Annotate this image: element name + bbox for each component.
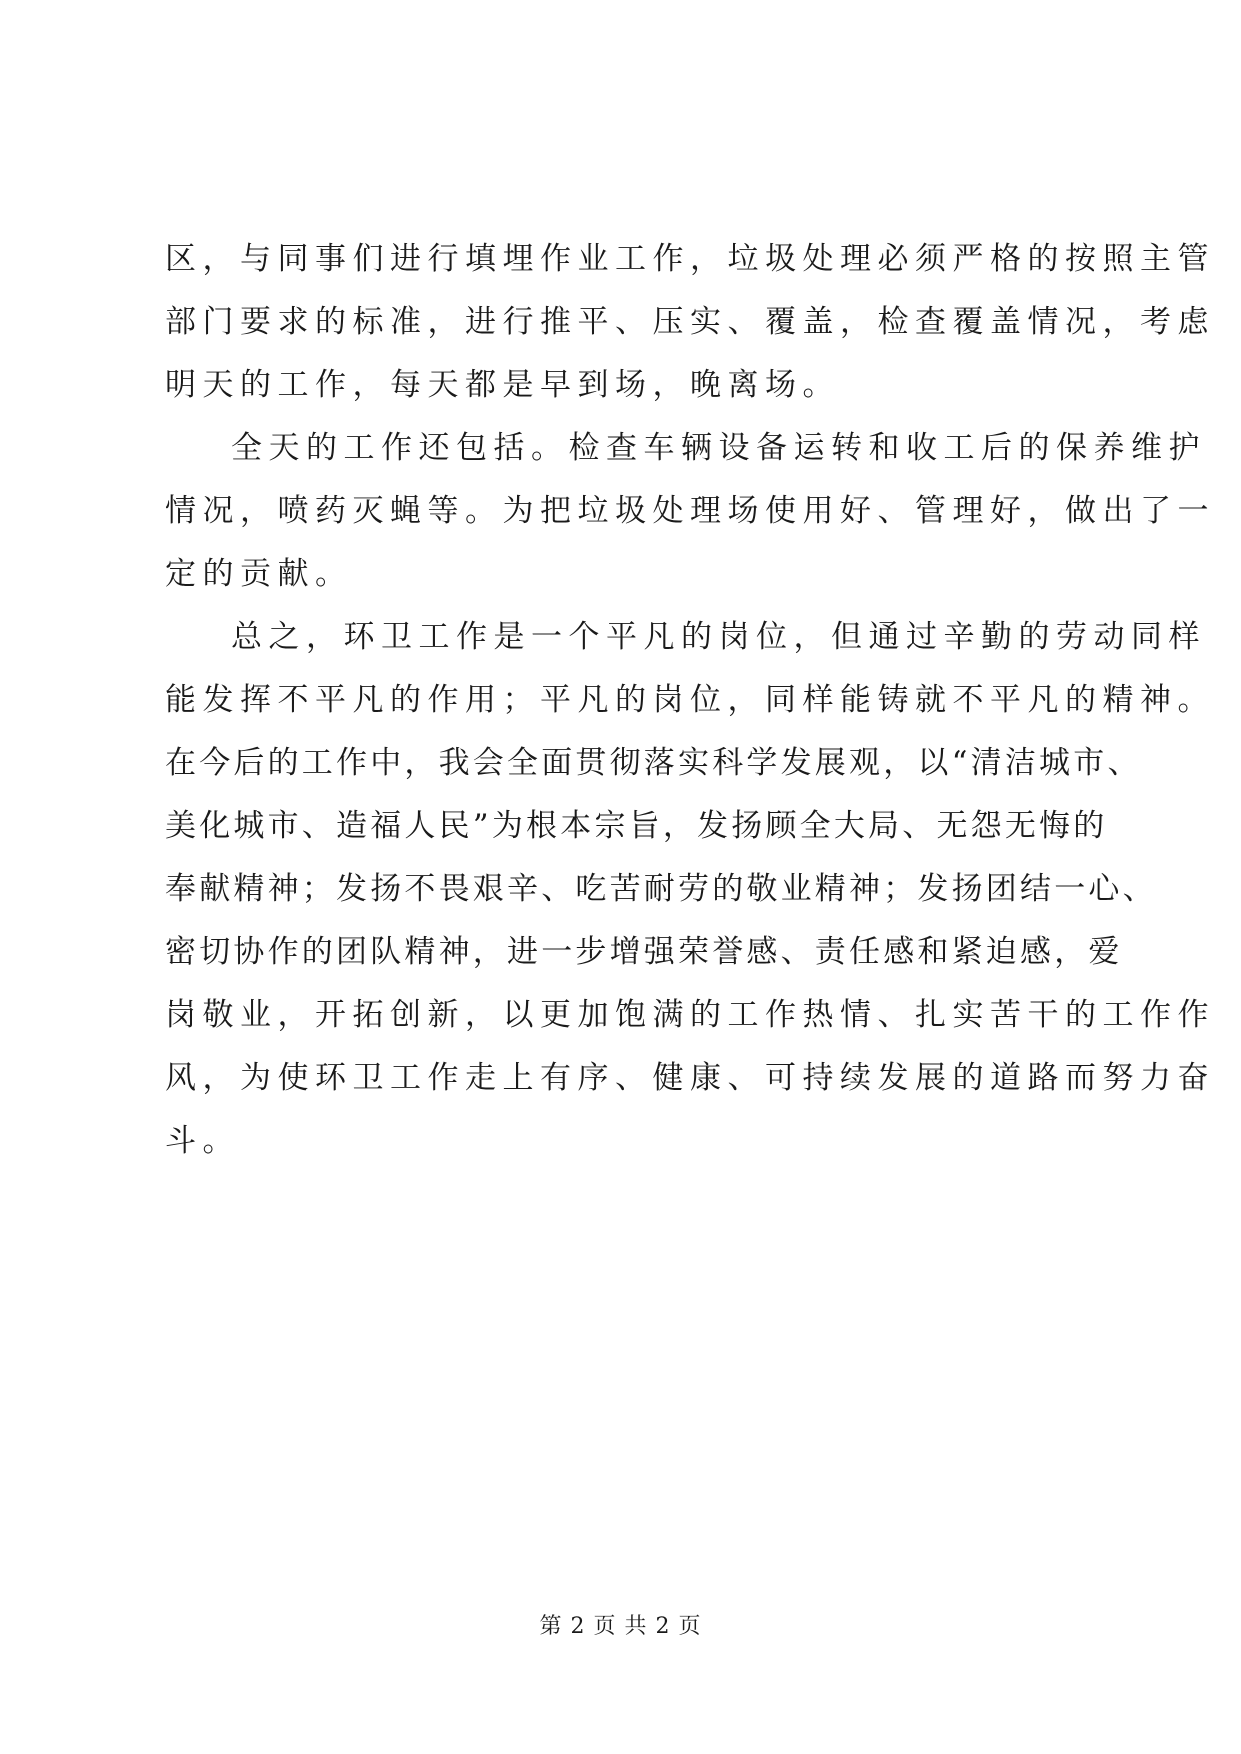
text-line: 定的贡献。: [165, 556, 353, 592]
text-line: 全天的工作还包括。检查车辆设备运转和收工后的保养维护: [231, 430, 1206, 466]
text-line: 能发挥不平凡的作用；平凡的岗位，同样能铸就不平凡的精神。: [165, 682, 1215, 718]
text-line: 区，与同事们进行填埋作业工作，垃圾处理必须严格的按照主管: [165, 241, 1215, 277]
text-line: 斗。: [165, 1123, 240, 1159]
text-line: 明天的工作，每天都是早到场，晚离场。: [165, 367, 840, 403]
text-line: 部门要求的标准，进行推平、压实、覆盖，检查覆盖情况，考虑: [165, 304, 1215, 340]
paragraph-3: [165, 606, 1215, 1173]
page-number-footer: 第 2 页 共 2 页: [539, 1614, 702, 1639]
document-body: [165, 228, 1215, 1173]
text-line: 情况，喷药灭蝇等。为把垃圾处理场使用好、管理好，做出了一: [165, 493, 1215, 529]
paragraph-1: [165, 228, 1215, 417]
text-line: 美化城市、造福人民”为根本宗旨，发扬顾全大局、无怨无悔的: [165, 808, 1108, 844]
text-line: 风，为使环卫工作走上有序、健康、可持续发展的道路而努力奋: [165, 1060, 1215, 1096]
text-line: 在今后的工作中，我会全面贯彻落实科学发展观，以“清洁城市、: [165, 745, 1142, 781]
text-line: 岗敬业，开拓创新，以更加饱满的工作热情、扎实苦干的工作作: [165, 997, 1215, 1033]
paragraph-2: [165, 417, 1215, 606]
text-line: 奉献精神；发扬不畏艰辛、吃苦耐劳的敬业精神；发扬团结一心、: [165, 871, 1157, 907]
text-line: 总之，环卫工作是一个平凡的岗位，但通过辛勤的劳动同样: [231, 619, 1206, 655]
text-line: 密切协作的团队精神，进一步增强荣誉感、责任感和紧迫感，爱: [165, 934, 1123, 970]
